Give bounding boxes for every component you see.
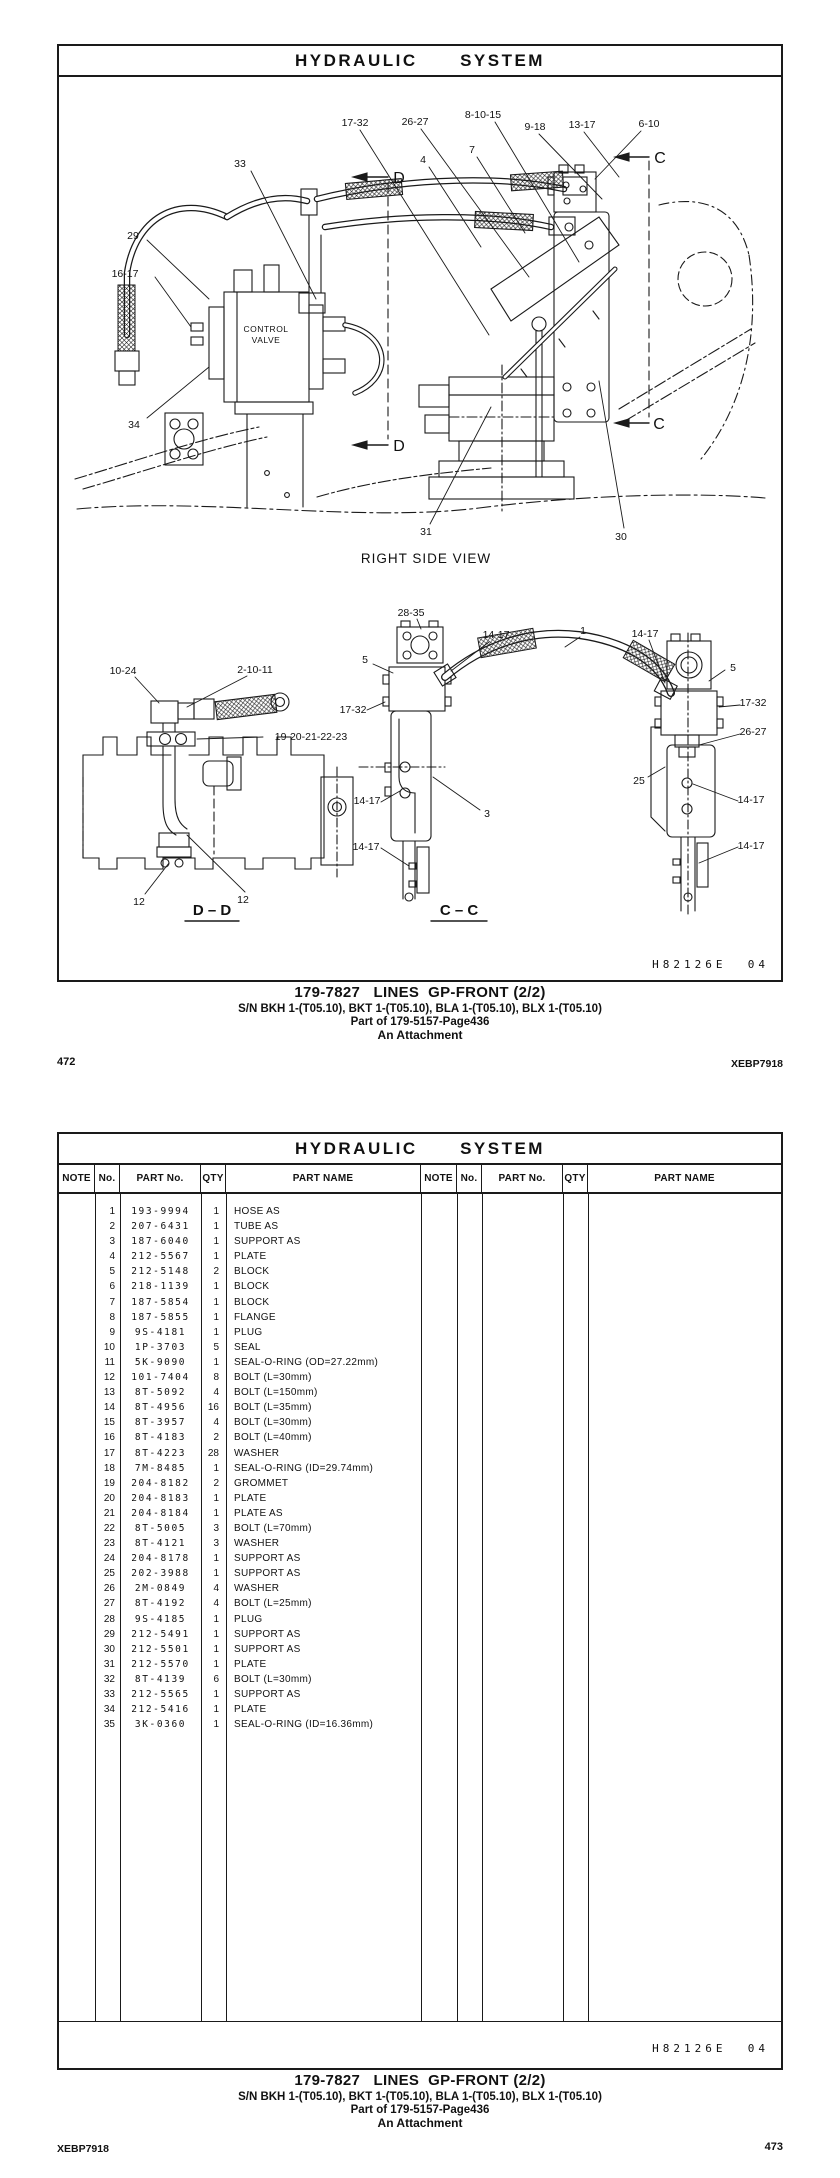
cell-no: 31 bbox=[103, 1658, 115, 1670]
cell-qty: 1 bbox=[213, 1628, 219, 1640]
cell-no: 5 bbox=[109, 1266, 115, 1278]
cell-no: 11 bbox=[104, 1356, 115, 1368]
cell-part: 8T-4183 bbox=[134, 1432, 187, 1444]
header-qty-2: QTY bbox=[563, 1165, 588, 1192]
callout-label: 17-32 bbox=[739, 697, 767, 709]
header-no-2: No. bbox=[457, 1165, 482, 1192]
cell-note bbox=[59, 1642, 95, 1657]
cell-qty: 2 bbox=[213, 1477, 219, 1489]
caption-title: 179-7827 LINES GP-FRONT (2/2) bbox=[294, 2072, 546, 2089]
cell-part: 8T-4121 bbox=[134, 1538, 187, 1550]
callout-label: 14-17 bbox=[482, 629, 510, 641]
callout-label: 13-17 bbox=[568, 119, 596, 131]
drawing-code-page2: H82126E 04 bbox=[652, 2042, 769, 2055]
cell-note bbox=[59, 1627, 95, 1642]
cell-note bbox=[59, 1264, 95, 1279]
cell-name: PLATE bbox=[234, 1704, 267, 1716]
callout-label: 4 bbox=[420, 154, 426, 166]
cell-no: 29 bbox=[103, 1628, 115, 1640]
caption-serial: S/N BKH 1-(T05.10), BKT 1-(T05.10), BLA 1-(T05.10), BLX 1-(T05.10) bbox=[238, 1002, 602, 1015]
cell-name: HOSE AS bbox=[234, 1206, 281, 1217]
cell-part: 212-5148 bbox=[131, 1266, 190, 1278]
callout-label: 14-17 bbox=[737, 840, 765, 852]
cell-name: PLATE bbox=[234, 1658, 267, 1670]
cell-note bbox=[59, 1249, 95, 1264]
cell-note bbox=[59, 1219, 95, 1234]
cell-qty: 1 bbox=[213, 1251, 219, 1263]
caption-title: 179-7827 LINES GP-FRONT (2/2) bbox=[294, 984, 546, 1001]
callout-label: 17-32 bbox=[341, 117, 369, 129]
table-row bbox=[59, 1461, 421, 1476]
caption-attachment: An Attachment bbox=[377, 1027, 463, 1042]
cell-note bbox=[59, 1702, 95, 1717]
table-row bbox=[59, 1627, 421, 1642]
cell-note bbox=[59, 1446, 95, 1461]
cell-part: 5K-9090 bbox=[134, 1356, 187, 1368]
cell-part: 8T-4223 bbox=[134, 1447, 187, 1459]
cell-no: 16 bbox=[103, 1432, 115, 1444]
cell-no: 3 bbox=[109, 1236, 115, 1248]
cell-part: 3K-0360 bbox=[134, 1719, 187, 1731]
cell-name: BOLT (L=30mm) bbox=[234, 1372, 312, 1384]
callout-label: 3 bbox=[484, 808, 490, 820]
dd-view-caption: D – D bbox=[192, 902, 232, 919]
cell-name: BOLT (L=25mm) bbox=[234, 1598, 312, 1610]
callout-label: 6-10 bbox=[638, 118, 660, 130]
table-row bbox=[59, 1596, 421, 1611]
cell-part: 8T-4956 bbox=[134, 1402, 187, 1414]
cell-name: BOLT (L=150mm) bbox=[234, 1387, 318, 1399]
cell-name: WASHER bbox=[234, 1447, 280, 1459]
cell-note bbox=[59, 1566, 95, 1581]
callout-label: 14-17 bbox=[737, 794, 765, 806]
grid-line bbox=[482, 1194, 483, 2021]
table-row bbox=[59, 1581, 421, 1596]
cell-no: 25 bbox=[103, 1568, 115, 1580]
cell-qty: 1 bbox=[213, 1643, 219, 1655]
section-d-bottom-label: D bbox=[393, 438, 405, 455]
cell-part: 187-6040 bbox=[131, 1236, 190, 1248]
main-view bbox=[75, 122, 765, 528]
cell-name: BOLT (L=30mm) bbox=[234, 1417, 312, 1429]
cell-name: FLANGE bbox=[234, 1311, 276, 1323]
section-c-bottom-label: C bbox=[653, 416, 665, 433]
table-row bbox=[59, 1415, 421, 1430]
page2-caption bbox=[0, 2073, 840, 2130]
cell-no: 35 bbox=[103, 1719, 115, 1731]
callout-label: 33 bbox=[234, 158, 246, 170]
main-view-caption: RIGHT SIDE VIEW bbox=[360, 551, 492, 566]
cell-no: 9 bbox=[109, 1326, 115, 1338]
cell-name: BOLT (L=70mm) bbox=[234, 1522, 312, 1534]
cc-view bbox=[321, 619, 740, 921]
cell-name: BOLT (L=35mm) bbox=[234, 1402, 312, 1414]
cell-note bbox=[59, 1295, 95, 1310]
cell-part: 218-1139 bbox=[131, 1281, 190, 1293]
cell-note bbox=[59, 1717, 95, 1732]
hydraulic-diagram bbox=[59, 77, 781, 978]
manual-page-1 bbox=[57, 44, 783, 982]
table-row bbox=[59, 1506, 421, 1521]
cell-name: PLATE AS bbox=[234, 1507, 283, 1519]
cell-note bbox=[59, 1657, 95, 1672]
cell-part: 9S-4185 bbox=[134, 1613, 187, 1625]
cell-name: SUPPORT AS bbox=[234, 1568, 301, 1580]
table-row bbox=[59, 1340, 421, 1355]
cell-name: BLOCK bbox=[234, 1296, 270, 1308]
table-row bbox=[59, 1672, 421, 1687]
cell-note bbox=[59, 1491, 95, 1506]
table-row bbox=[59, 1687, 421, 1702]
cell-part: 193-9994 bbox=[131, 1206, 190, 1217]
table-row bbox=[59, 1657, 421, 1672]
cell-qty: 4 bbox=[213, 1417, 219, 1429]
callout-label: 26-27 bbox=[401, 116, 429, 128]
cell-name: SUPPORT AS bbox=[234, 1643, 301, 1655]
cell-note bbox=[59, 1551, 95, 1566]
table-row bbox=[59, 1476, 421, 1491]
table-row bbox=[59, 1566, 421, 1581]
callout-label: 25 bbox=[633, 775, 645, 787]
cell-part: 204-8182 bbox=[131, 1477, 190, 1489]
section-c-marker bbox=[615, 153, 649, 427]
cell-part: 212-5565 bbox=[131, 1689, 190, 1700]
cell-note bbox=[59, 1279, 95, 1294]
cell-note bbox=[59, 1430, 95, 1445]
cell-qty: 4 bbox=[213, 1598, 219, 1610]
header-qty: QTY bbox=[201, 1165, 226, 1192]
cell-no: 28 bbox=[103, 1613, 115, 1625]
cell-qty: 1 bbox=[213, 1553, 219, 1565]
cell-part: 8T-5092 bbox=[134, 1387, 187, 1399]
cc-leader-lines bbox=[367, 619, 740, 866]
caption-attachment: An Attachment bbox=[377, 2115, 463, 2130]
cell-no: 15 bbox=[103, 1417, 115, 1429]
cell-qty: 1 bbox=[213, 1356, 219, 1368]
cell-part: 2M-0849 bbox=[134, 1583, 187, 1595]
cell-qty: 1 bbox=[213, 1507, 219, 1519]
cell-no: 27 bbox=[103, 1598, 115, 1610]
header-part-name: PART NAME bbox=[226, 1165, 421, 1192]
table-row bbox=[59, 1642, 421, 1657]
cell-name: SUPPORT AS bbox=[234, 1236, 301, 1248]
table-footer-strip bbox=[59, 2021, 781, 2069]
control-valve-label-1: CONTROL bbox=[243, 324, 289, 334]
drawing-code-page1: H82126E 04 bbox=[652, 958, 769, 971]
table-row bbox=[59, 1717, 421, 1732]
table-row bbox=[59, 1219, 421, 1234]
cell-qty: 1 bbox=[213, 1568, 219, 1580]
callout-label: 10-24 bbox=[109, 665, 137, 677]
caption-serial: S/N BKH 1-(T05.10), BKT 1-(T05.10), BLA 1-(T05.10), BLX 1-(T05.10) bbox=[238, 2090, 602, 2103]
caption-partof: Part of 179-5157-Page436 bbox=[350, 1015, 490, 1028]
cell-no: 10 bbox=[103, 1341, 115, 1353]
header-no: No. bbox=[95, 1165, 120, 1192]
grid-line bbox=[588, 1194, 589, 2021]
page1-doc-code: XEBP7918 bbox=[731, 1058, 783, 1070]
table-row bbox=[59, 1612, 421, 1627]
cell-name: SEAL-O-RING (OD=27.22mm) bbox=[234, 1356, 379, 1368]
callout-label: 26-27 bbox=[739, 726, 767, 738]
cell-note bbox=[59, 1400, 95, 1415]
table-row bbox=[59, 1551, 421, 1566]
callout-label: 28-35 bbox=[397, 607, 425, 619]
table-row bbox=[59, 1521, 421, 1536]
page2-number: 473 bbox=[764, 2141, 783, 2153]
cell-name: PLATE bbox=[234, 1492, 267, 1504]
cell-note bbox=[59, 1506, 95, 1521]
cell-no: 18 bbox=[103, 1462, 115, 1474]
callout-label: 5 bbox=[730, 662, 736, 674]
cell-note bbox=[59, 1415, 95, 1430]
header-note-2: NOTE bbox=[421, 1165, 457, 1192]
cell-qty: 28 bbox=[207, 1447, 219, 1459]
callout-label: 12 bbox=[133, 896, 145, 908]
cell-qty: 1 bbox=[213, 1613, 219, 1625]
cell-qty: 4 bbox=[213, 1583, 219, 1595]
cell-no: 13 bbox=[103, 1387, 115, 1399]
cell-note bbox=[59, 1536, 95, 1551]
callout-label: 5 bbox=[362, 654, 368, 666]
cell-part: 8T-3957 bbox=[134, 1417, 187, 1429]
cell-no: 4 bbox=[109, 1251, 115, 1263]
cell-no: 2 bbox=[109, 1221, 115, 1233]
callout-label: 7 bbox=[469, 144, 475, 156]
cell-name: SEAL-O-RING (ID=16.36mm) bbox=[234, 1719, 374, 1731]
cell-no: 26 bbox=[103, 1583, 115, 1595]
table-row bbox=[59, 1355, 421, 1370]
cell-qty: 5 bbox=[213, 1341, 219, 1353]
table-row bbox=[59, 1295, 421, 1310]
cell-no: 17 bbox=[103, 1447, 115, 1459]
manual-page-2 bbox=[57, 1132, 783, 2070]
cell-name: SUPPORT AS bbox=[234, 1553, 301, 1565]
cell-no: 20 bbox=[103, 1492, 115, 1504]
table-row bbox=[59, 1310, 421, 1325]
cell-no: 8 bbox=[109, 1311, 115, 1323]
page1-title: HYDRAULIC SYSTEM bbox=[59, 46, 781, 77]
table-row bbox=[59, 1446, 421, 1461]
cell-qty: 1 bbox=[213, 1221, 219, 1233]
callout-label: 9-18 bbox=[524, 121, 546, 133]
cell-note bbox=[59, 1672, 95, 1687]
cell-note bbox=[59, 1325, 95, 1340]
cell-qty: 1 bbox=[213, 1704, 219, 1716]
cell-qty: 1 bbox=[213, 1281, 219, 1293]
cell-qty: 2 bbox=[213, 1432, 219, 1444]
grid-line bbox=[563, 1194, 564, 2021]
table-row bbox=[59, 1325, 421, 1340]
callout-label: 16-17 bbox=[111, 268, 139, 280]
page2-doc-code: XEBP7918 bbox=[57, 2143, 109, 2155]
cell-name: GROMMET bbox=[234, 1477, 289, 1489]
cell-note bbox=[59, 1385, 95, 1400]
control-valve-label-2: VALVE bbox=[251, 335, 281, 345]
table-row bbox=[59, 1430, 421, 1445]
grid-line bbox=[457, 1194, 458, 2021]
cell-part: 212-5567 bbox=[131, 1251, 190, 1263]
table-row bbox=[59, 1234, 421, 1249]
cell-no: 6 bbox=[109, 1281, 115, 1293]
cell-part: 212-5501 bbox=[131, 1643, 190, 1655]
cell-no: 14 bbox=[103, 1402, 115, 1414]
cell-name: PLATE bbox=[234, 1251, 267, 1263]
table-row bbox=[59, 1400, 421, 1415]
cell-qty: 1 bbox=[213, 1326, 219, 1338]
cell-note bbox=[59, 1234, 95, 1249]
section-d-top-label: D bbox=[393, 170, 405, 187]
cell-no: 32 bbox=[103, 1673, 115, 1685]
grid-line bbox=[421, 1194, 422, 2021]
cell-no: 7 bbox=[109, 1296, 115, 1308]
callout-label: 8-10-15 bbox=[464, 109, 502, 121]
table-row bbox=[59, 1249, 421, 1264]
cell-no: 1 bbox=[109, 1206, 115, 1217]
cell-name: BOLT (L=40mm) bbox=[234, 1432, 312, 1444]
callout-label: 1 bbox=[580, 625, 586, 637]
cell-name: SEAL bbox=[234, 1341, 261, 1353]
page1-number: 472 bbox=[57, 1056, 76, 1068]
cell-name: TUBE AS bbox=[234, 1221, 279, 1233]
cell-name: SUPPORT AS bbox=[234, 1689, 301, 1700]
cell-qty: 1 bbox=[213, 1689, 219, 1700]
cell-name: WASHER bbox=[234, 1583, 280, 1595]
cell-note bbox=[59, 1476, 95, 1491]
cell-note bbox=[59, 1340, 95, 1355]
cell-qty: 3 bbox=[213, 1538, 219, 1550]
cell-note bbox=[59, 1687, 95, 1702]
cell-part: 8T-4192 bbox=[134, 1598, 187, 1610]
cell-note bbox=[59, 1204, 95, 1219]
cell-no: 19 bbox=[103, 1477, 115, 1489]
cell-qty: 4 bbox=[213, 1387, 219, 1399]
cell-no: 21 bbox=[103, 1507, 115, 1519]
cell-qty: 2 bbox=[213, 1266, 219, 1278]
parts-rows bbox=[59, 1204, 421, 1732]
cell-name: SEAL-O-RING (ID=29.74mm) bbox=[234, 1462, 374, 1474]
cell-part: 204-8184 bbox=[131, 1507, 190, 1519]
cell-part: 187-5854 bbox=[131, 1296, 190, 1308]
cell-qty: 1 bbox=[213, 1296, 219, 1308]
table-row bbox=[59, 1702, 421, 1717]
cell-no: 23 bbox=[103, 1538, 115, 1550]
cell-part: 9S-4181 bbox=[134, 1326, 187, 1338]
table-row bbox=[59, 1204, 421, 1219]
table-row bbox=[59, 1491, 421, 1506]
callout-label: 14-17 bbox=[353, 795, 381, 807]
dd-view bbox=[83, 676, 324, 921]
callout-label: 12 bbox=[237, 894, 249, 906]
cell-qty: 1 bbox=[213, 1492, 219, 1504]
cell-no: 12 bbox=[103, 1372, 115, 1384]
cell-qty: 1 bbox=[213, 1658, 219, 1670]
cell-name: BOLT (L=30mm) bbox=[234, 1673, 312, 1685]
cell-name: PLUG bbox=[234, 1326, 263, 1338]
table-body bbox=[59, 1194, 781, 2021]
cell-qty: 6 bbox=[213, 1673, 219, 1685]
header-part-no: PART No. bbox=[120, 1165, 201, 1192]
cell-note bbox=[59, 1581, 95, 1596]
cell-note bbox=[59, 1370, 95, 1385]
cell-qty: 1 bbox=[213, 1462, 219, 1474]
cell-note bbox=[59, 1310, 95, 1325]
table-row bbox=[59, 1279, 421, 1294]
cell-qty: 1 bbox=[213, 1206, 219, 1217]
cell-note bbox=[59, 1521, 95, 1536]
cell-name: BLOCK bbox=[234, 1281, 270, 1293]
cell-qty: 8 bbox=[213, 1372, 219, 1384]
cell-part: 101-7404 bbox=[131, 1372, 190, 1384]
callout-label: 19-20-21-22-23 bbox=[274, 731, 348, 743]
cell-no: 34 bbox=[103, 1704, 115, 1716]
page2-title: HYDRAULIC SYSTEM bbox=[59, 1134, 781, 1165]
callout-label: 14-17 bbox=[631, 628, 659, 640]
header-note: NOTE bbox=[59, 1165, 95, 1192]
cell-qty: 1 bbox=[213, 1236, 219, 1248]
callout-label: 34 bbox=[128, 419, 140, 431]
cell-no: 30 bbox=[103, 1643, 115, 1655]
cell-part: 212-5416 bbox=[131, 1704, 190, 1716]
cell-note bbox=[59, 1612, 95, 1627]
table-header-row bbox=[59, 1165, 781, 1194]
cell-part: 8T-5005 bbox=[134, 1522, 187, 1534]
cell-part: 202-3988 bbox=[131, 1568, 190, 1580]
table-row bbox=[59, 1536, 421, 1551]
callout-label: 30 bbox=[615, 531, 627, 543]
cell-qty: 1 bbox=[213, 1719, 219, 1731]
cell-name: SUPPORT AS bbox=[234, 1628, 301, 1640]
cell-name: BLOCK bbox=[234, 1266, 270, 1278]
cell-part: 204-8178 bbox=[131, 1553, 190, 1565]
cell-part: 207-6431 bbox=[131, 1221, 190, 1233]
cell-qty: 3 bbox=[213, 1522, 219, 1534]
callout-label: 29 bbox=[127, 230, 139, 242]
cell-no: 24 bbox=[103, 1553, 115, 1565]
cell-note bbox=[59, 1596, 95, 1611]
cell-no: 33 bbox=[103, 1689, 115, 1700]
cell-part: 8T-4139 bbox=[134, 1673, 187, 1685]
section-d-marker bbox=[353, 173, 388, 449]
cell-part: 7M-8485 bbox=[134, 1462, 187, 1474]
cell-name: PLUG bbox=[234, 1613, 263, 1625]
cell-part: 212-5570 bbox=[131, 1658, 190, 1670]
callout-label: 17-32 bbox=[339, 704, 367, 716]
cell-part: 1P-3703 bbox=[134, 1341, 187, 1353]
callout-label: 31 bbox=[420, 526, 432, 538]
cell-qty: 16 bbox=[207, 1402, 219, 1414]
table-row bbox=[59, 1385, 421, 1400]
header-part-name-2: PART NAME bbox=[654, 1173, 715, 1184]
cell-part: 187-5855 bbox=[131, 1311, 190, 1323]
cell-part: 204-8183 bbox=[131, 1492, 190, 1504]
caption-partof: Part of 179-5157-Page436 bbox=[350, 2103, 490, 2116]
cell-note bbox=[59, 1461, 95, 1476]
callout-label: 2-10-11 bbox=[237, 664, 273, 676]
table-row bbox=[59, 1264, 421, 1279]
table-row bbox=[59, 1370, 421, 1385]
cell-part: 212-5491 bbox=[131, 1628, 190, 1640]
cell-name: WASHER bbox=[234, 1538, 280, 1550]
header-part-no-2: PART No. bbox=[482, 1165, 563, 1192]
callout-label: 14-17 bbox=[352, 841, 380, 853]
cell-no: 22 bbox=[103, 1522, 115, 1534]
cell-note bbox=[59, 1355, 95, 1370]
section-c-top-label: C bbox=[654, 150, 666, 167]
page1-caption bbox=[0, 985, 840, 1042]
cell-qty: 1 bbox=[213, 1311, 219, 1323]
cc-view-caption: C – C bbox=[439, 902, 479, 919]
